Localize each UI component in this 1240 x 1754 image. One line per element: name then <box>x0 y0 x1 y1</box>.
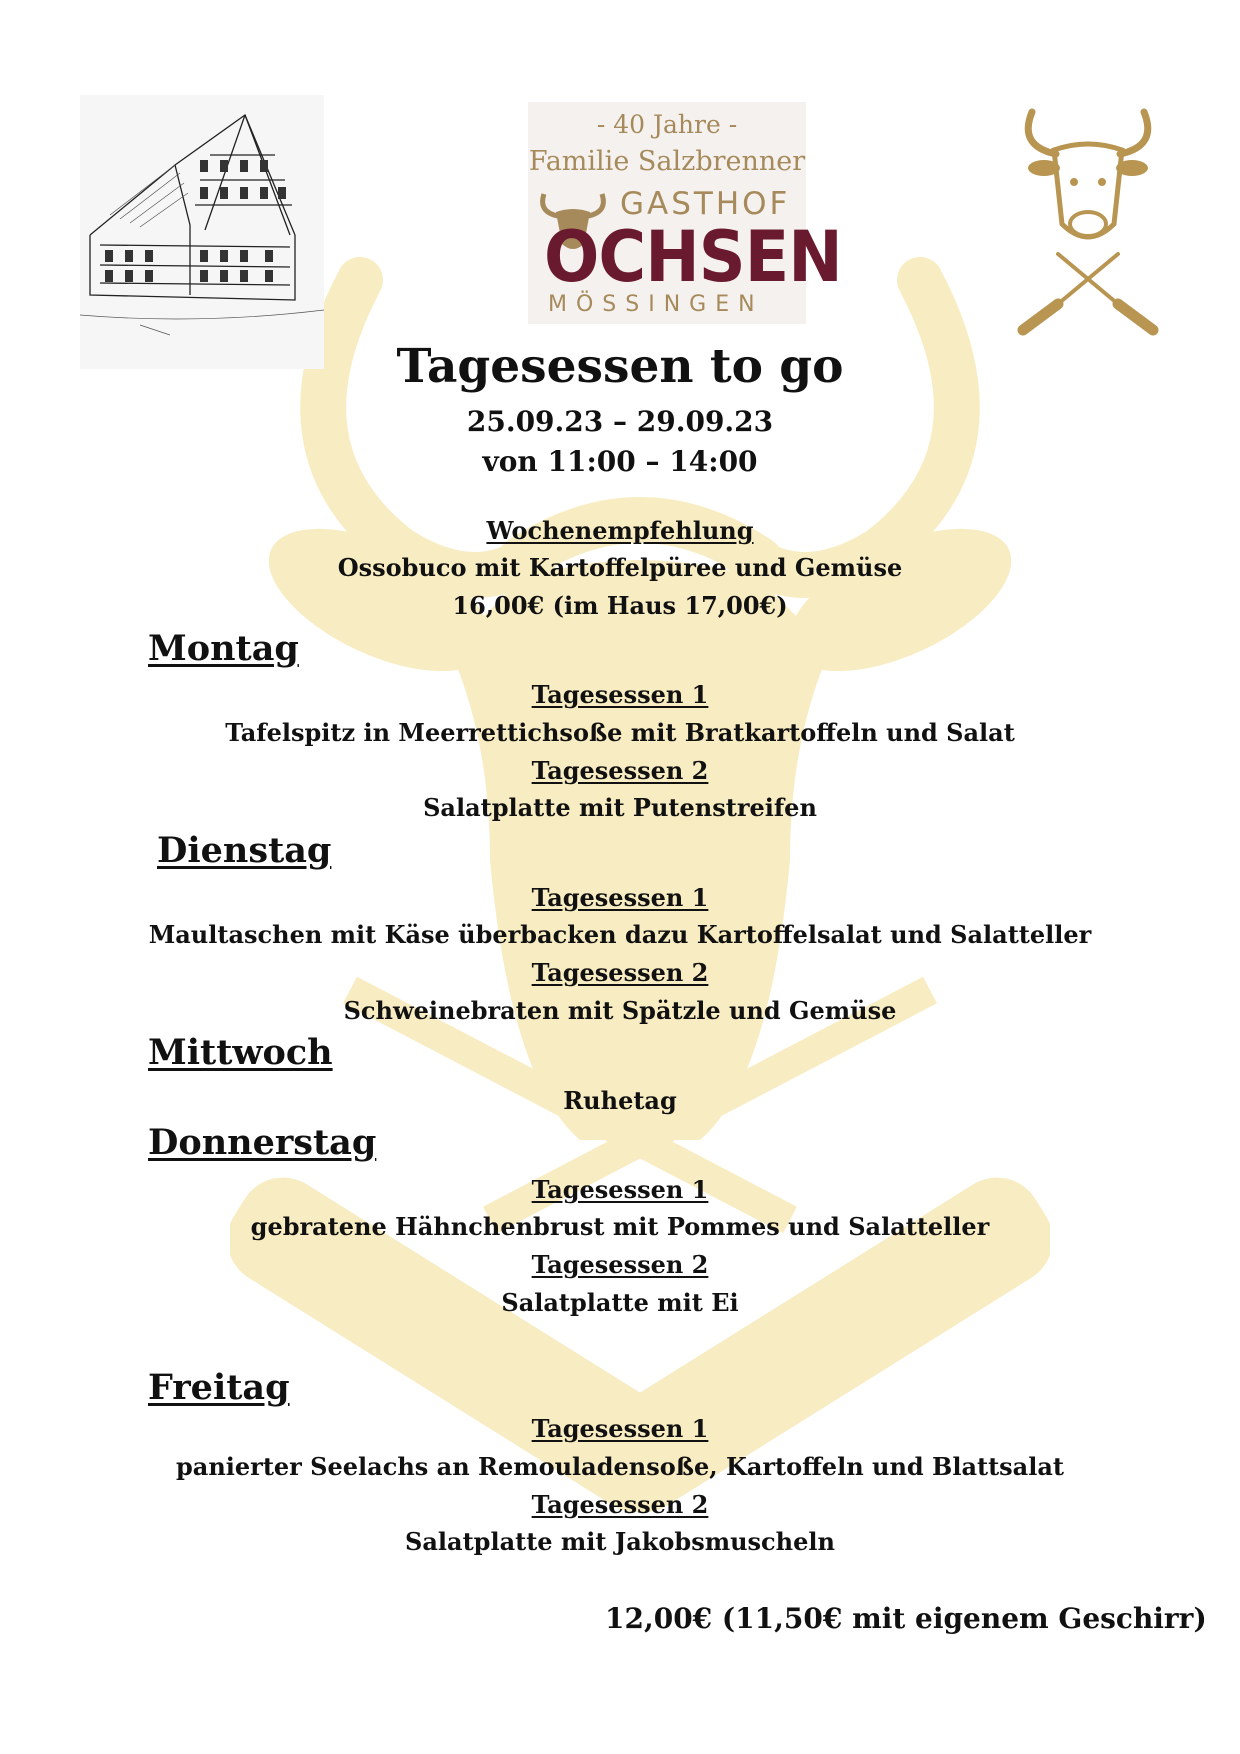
tuesday-meal2: Schweinebraten mit Spätzle und Gemüse <box>343 996 897 1025</box>
day-monday: Montag <box>148 628 299 669</box>
logo-family: Familie Salzbrenner <box>528 146 806 177</box>
logo-name: OCHSEN <box>544 216 842 298</box>
tuesday-meal2-label: Tagesessen 2 <box>531 958 709 987</box>
house-sketch-image <box>80 95 324 369</box>
time-range: von 11:00 – 14:00 <box>482 445 758 478</box>
day-wednesday: Mittwoch <box>148 1032 333 1073</box>
ox-knives-icon <box>1008 104 1168 344</box>
thursday-meal2: Salatplatte mit Ei <box>501 1288 739 1317</box>
wednesday-note: Ruhetag <box>563 1086 677 1115</box>
monday-meal1-label: Tagesessen 1 <box>531 680 709 709</box>
friday-meal2-label: Tagesessen 2 <box>531 1490 709 1519</box>
tuesday-meal1-label: Tagesessen 1 <box>531 883 709 912</box>
page-title: Tagesessen to go <box>396 339 844 394</box>
thursday-meal1: gebratene Hähnchenbrust mit Pommes und Salatteller <box>250 1212 990 1241</box>
day-thursday: Donnerstag <box>148 1122 377 1163</box>
gasthof-ochsen-logo <box>528 102 842 324</box>
date-range: 25.09.23 – 29.09.23 <box>466 405 774 438</box>
logo-city: MÖSSINGEN <box>548 292 764 317</box>
footer-price: 12,00€ (11,50€ mit eigenem Geschirr) <box>605 1602 1207 1635</box>
day-friday: Freitag <box>148 1367 290 1408</box>
friday-meal1-label: Tagesessen 1 <box>531 1414 709 1443</box>
weekly-dish: Ossobuco mit Kartoffelpüree und Gemüse <box>337 553 903 582</box>
logo-gasthof: GASTHOF <box>620 186 791 222</box>
day-tuesday: Dienstag <box>157 830 332 871</box>
weekly-heading: Wochenempfehlung <box>486 516 754 545</box>
monday-meal2-label: Tagesessen 2 <box>531 756 709 785</box>
friday-meal2: Salatplatte mit Jakobsmuscheln <box>405 1527 835 1556</box>
thursday-meal1-label: Tagesessen 1 <box>531 1175 709 1204</box>
monday-meal2: Salatplatte mit Putenstreifen <box>423 793 817 822</box>
monday-meal1: Tafelspitz in Meerrettichsoße mit Bratkartoffeln und Salat <box>225 718 1015 747</box>
thursday-meal2-label: Tagesessen 2 <box>531 1250 709 1279</box>
weekly-price: 16,00€ (im Haus 17,00€) <box>452 591 788 620</box>
tuesday-meal1: Maultaschen mit Käse überbacken dazu Kartoffelsalat und Salatteller <box>148 920 1092 949</box>
friday-meal1: panierter Seelachs an Remouladensoße, Kartoffeln und Blattsalat <box>176 1452 1064 1481</box>
logo-anniversary: - 40 Jahre - <box>596 110 738 139</box>
